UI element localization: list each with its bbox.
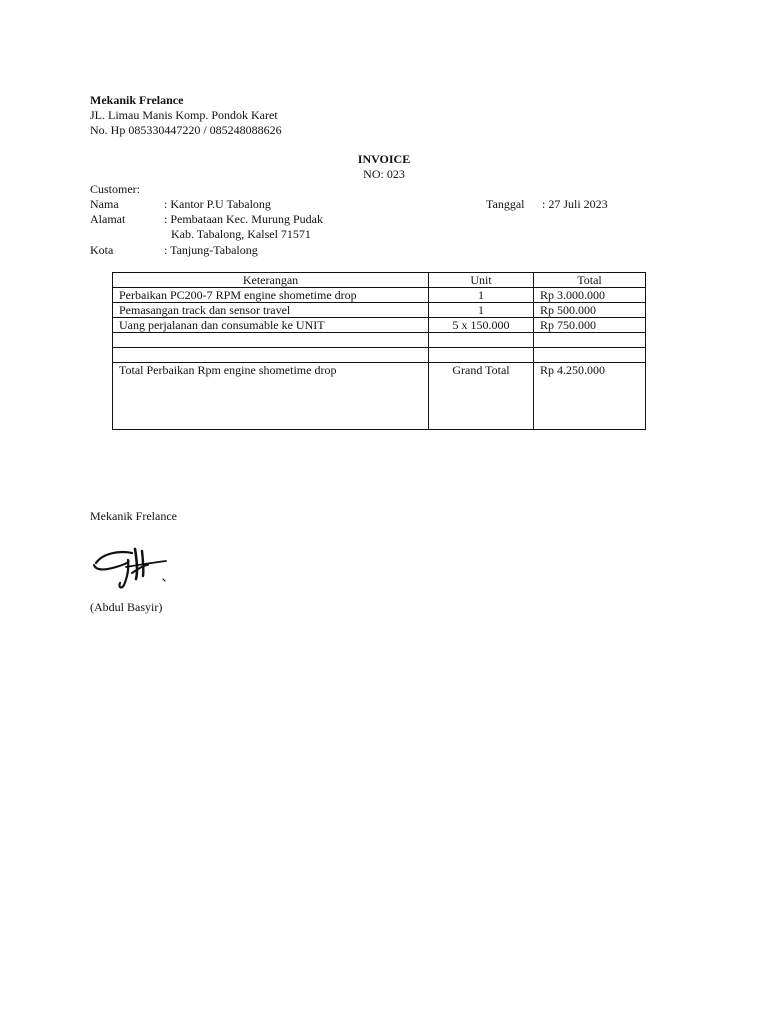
table-row <box>113 288 646 303</box>
row-total <box>534 333 646 348</box>
grand-total-value: Rp 4.250.000 <box>534 363 646 430</box>
nama-label: Nama <box>90 197 119 211</box>
row-unit: 1 <box>429 303 534 318</box>
row-unit: 5 x 150.000 <box>429 318 534 333</box>
row-unit <box>429 333 534 348</box>
row-total: Rp 500.000 <box>534 303 646 318</box>
invoice-items-table <box>112 272 646 430</box>
header-unit: Unit <box>429 273 534 288</box>
table-row-empty <box>113 348 646 363</box>
row-unit <box>429 348 534 363</box>
alamat-label: Alamat <box>90 212 126 226</box>
table-total-row <box>113 363 646 430</box>
table-header-row <box>113 273 646 288</box>
sender-phone: No. Hp 085330447220 / 085248088626 <box>90 123 282 137</box>
header-keterangan: Keterangan <box>113 273 429 288</box>
customer-heading: Customer: <box>90 182 140 196</box>
row-keterangan <box>113 348 429 363</box>
table-row <box>113 318 646 333</box>
tanggal-value: : 27 Juli 2023 <box>542 197 608 211</box>
row-keterangan: Uang perjalanan dan consumable ke UNIT <box>113 318 429 333</box>
signature-company: Mekanik Frelance <box>90 509 177 523</box>
row-keterangan: Perbaikan PC200-7 RPM engine shometime drop <box>113 288 429 303</box>
kota-value: : Tanjung-Tabalong <box>164 243 258 257</box>
row-unit: 1 <box>429 288 534 303</box>
sender-name: Mekanik Frelance <box>90 93 184 107</box>
header-total: Total <box>534 273 646 288</box>
row-keterangan: Pemasangan track dan sensor travel <box>113 303 429 318</box>
table-row-empty <box>113 333 646 348</box>
handwritten-signature <box>88 543 172 591</box>
row-total: Rp 750.000 <box>534 318 646 333</box>
nama-value: : Kantor P.U Tabalong <box>164 197 271 211</box>
row-total <box>534 348 646 363</box>
signer-name: (Abdul Basyir) <box>90 600 163 614</box>
row-total: Rp 3.000.000 <box>534 288 646 303</box>
alamat-line-2: Kab. Tabalong, Kalsel 71571 <box>171 227 311 241</box>
grand-total-label: Grand Total <box>429 363 534 430</box>
table-row <box>113 303 646 318</box>
sender-address: JL. Limau Manis Komp. Pondok Karet <box>90 108 278 122</box>
row-keterangan <box>113 333 429 348</box>
alamat-line-1: : Pembataan Kec. Murung Pudak <box>164 212 323 226</box>
invoice-title: INVOICE <box>357 152 411 166</box>
kota-label: Kota <box>90 243 114 257</box>
tanggal-label: Tanggal <box>486 197 525 211</box>
invoice-number: NO: 023 <box>363 167 405 181</box>
total-description: Total Perbaikan Rpm engine shometime drop <box>113 363 429 430</box>
